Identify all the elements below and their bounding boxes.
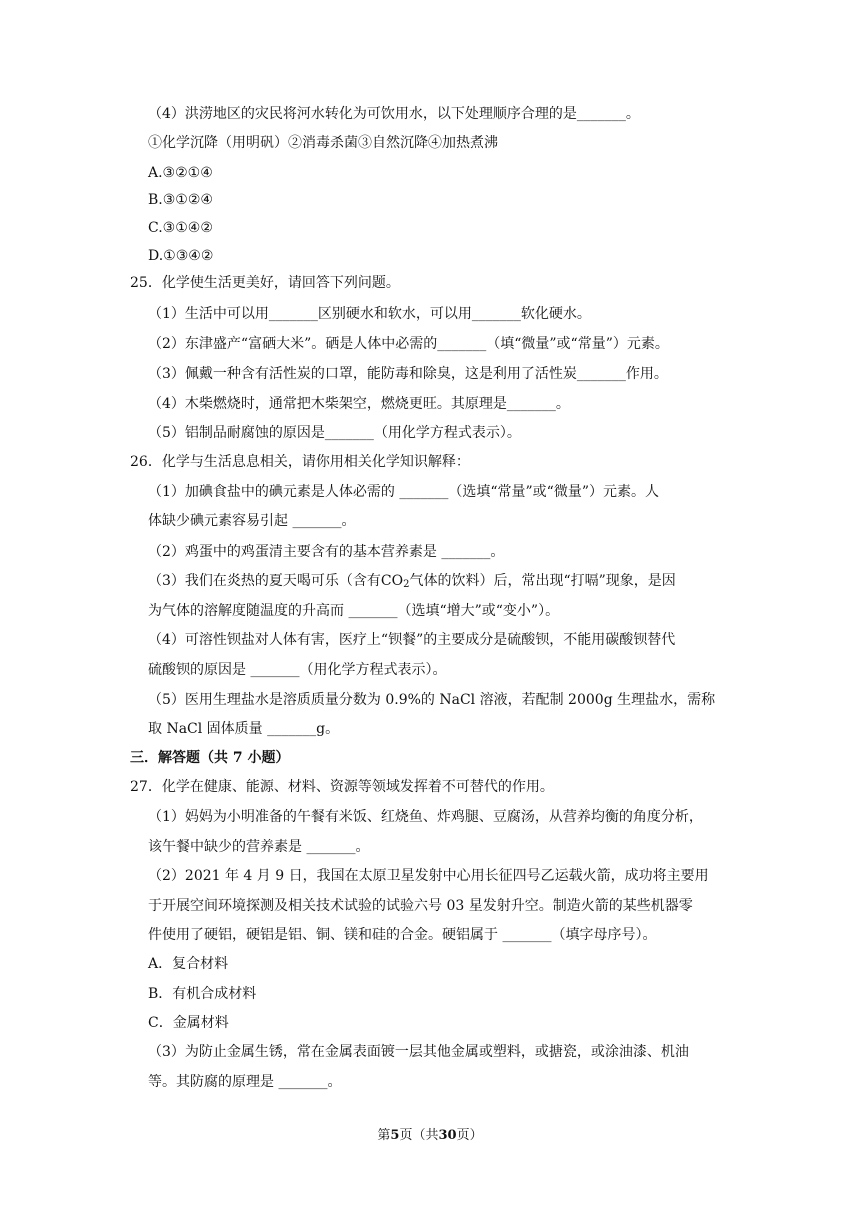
q26-part2: （2）鸡蛋中的鸡蛋清主要含有的基本营养素是 _______。	[148, 544, 505, 560]
q26-part3-line1	[148, 571, 676, 591]
q24-option-b: B.③①②④	[148, 192, 213, 208]
q27-option-a: A．复合材料	[148, 956, 229, 972]
q26-part4-line1: （4）可溶性钡盐对人体有害，医疗上“钡餐”的主要成分是硫酸钡，不能用碳酸钡替代	[148, 632, 676, 648]
q25-part1: （1）生活中可以用_______区别硬水和软水，可以用_______软化硬水。	[148, 306, 591, 322]
q25-part5: （5）铝制品耐腐蚀的原因是_______（用化学方程式表示）。	[148, 425, 521, 441]
q26-part3-text-b: 气体的饮料）后，常出现“打嗝”现象，是因	[409, 573, 676, 589]
q26-part3-text-a: （3）我们在炎热的夏天喝可乐（含有	[148, 573, 381, 589]
co2-formula: $CO_2$	[380, 573, 410, 590]
q25-stem: 25．化学使生活更美好，请回答下列问题。	[130, 275, 400, 291]
q26-part1-line1: （1）加碘食盐中的碘元素是人体必需的 _______（选填“常量”或“微量”）元素。人	[148, 484, 659, 500]
q24-option-d: D.①③④②	[148, 248, 214, 264]
q27-part3-line2: 等。其防腐的原理是 _______。	[148, 1074, 342, 1090]
q27-option-b: B．有机合成材料	[148, 986, 257, 1002]
q25-part4: （4）木柴燃烧时，通常把木柴架空，燃烧更旺。其原理是_______。	[148, 396, 570, 412]
q26-part5-line1: （5）医用生理盐水是溶质质量分数为 0.9%的 NaCl 溶液，若配制 2000g 生理盐水，需称	[148, 692, 716, 708]
q27-option-c: C．金属材料	[148, 1015, 229, 1031]
q24-steps-list: ①化学沉降（用明矾）②消毒杀菌③自然沉降④加热煮沸	[148, 135, 498, 151]
q26-part4-line2: 硫酸钡的原因是 _______（用化学方程式表示）。	[148, 662, 447, 678]
q27-stem: 27．化学在健康、能源、材料、资源等领域发挥着不可替代的作用。	[130, 779, 554, 795]
section-three-heading: 三．解答题（共 7 小题）	[130, 750, 290, 766]
q26-stem: 26．化学与生活息息相关，请你用相关化学知识解释：	[130, 454, 470, 470]
q27-part1-line2: 该午餐中缺少的营养素是 _______。	[148, 839, 370, 855]
q27-part3-line1: （3）为防止金属生锈，常在金属表面镀一层其他金属或塑料，或搪瓷，或涂油漆、机油	[148, 1044, 689, 1060]
q24-option-a: A.③②①④	[148, 165, 213, 181]
page-footer: 第5页（共30页）	[377, 1128, 483, 1143]
q27-part1-line1: （1）妈妈为小明准备的午餐有米饭、红烧鱼、炸鸡腿、豆腐汤，从营养均衡的角度分析，	[148, 809, 703, 825]
q24-option-c: C.③①④②	[148, 220, 213, 236]
q27-part2-line3: 件使用了硬铝，硬铝是铝、铜、镁和硅的合金。硬铝属于 _______（填字母序号）。	[148, 927, 657, 943]
q25-part3: （3）佩戴一种含有活性炭的口罩，能防毒和除臭，这是利用了活性炭_______作用。	[148, 366, 668, 382]
q26-part5-line2: 取 NaCl 固体质量 _______g。	[148, 721, 340, 737]
q26-part1-line2: 体缺少碘元素容易引起 _______。	[148, 513, 356, 529]
q25-part2: （2）东津盛产“富硒大米”。硒是人体中必需的_______（填“微量”或“常量”）元素。	[148, 336, 669, 352]
page-number: 5	[390, 1128, 400, 1143]
q27-part2-line1: （2）2021 年 4 月 9 日，我国在太原卫星发射中心用长征四号乙运载火箭，成功将主要用	[148, 868, 709, 884]
page-total: 30	[438, 1128, 457, 1143]
q26-part3-line2: 为气体的溶解度随温度的升高而 _______（选填“增大”或“变小”）。	[148, 603, 560, 619]
q27-part2-line2: 于开展空间环境探测及相关技术试验的试验六号 03 星发射升空。制造火箭的某些机器零	[148, 898, 693, 914]
q24-part4-text: （4）洪涝地区的灾民将河水转化为可饮用水，以下处理顺序合理的是_______。	[148, 106, 640, 122]
